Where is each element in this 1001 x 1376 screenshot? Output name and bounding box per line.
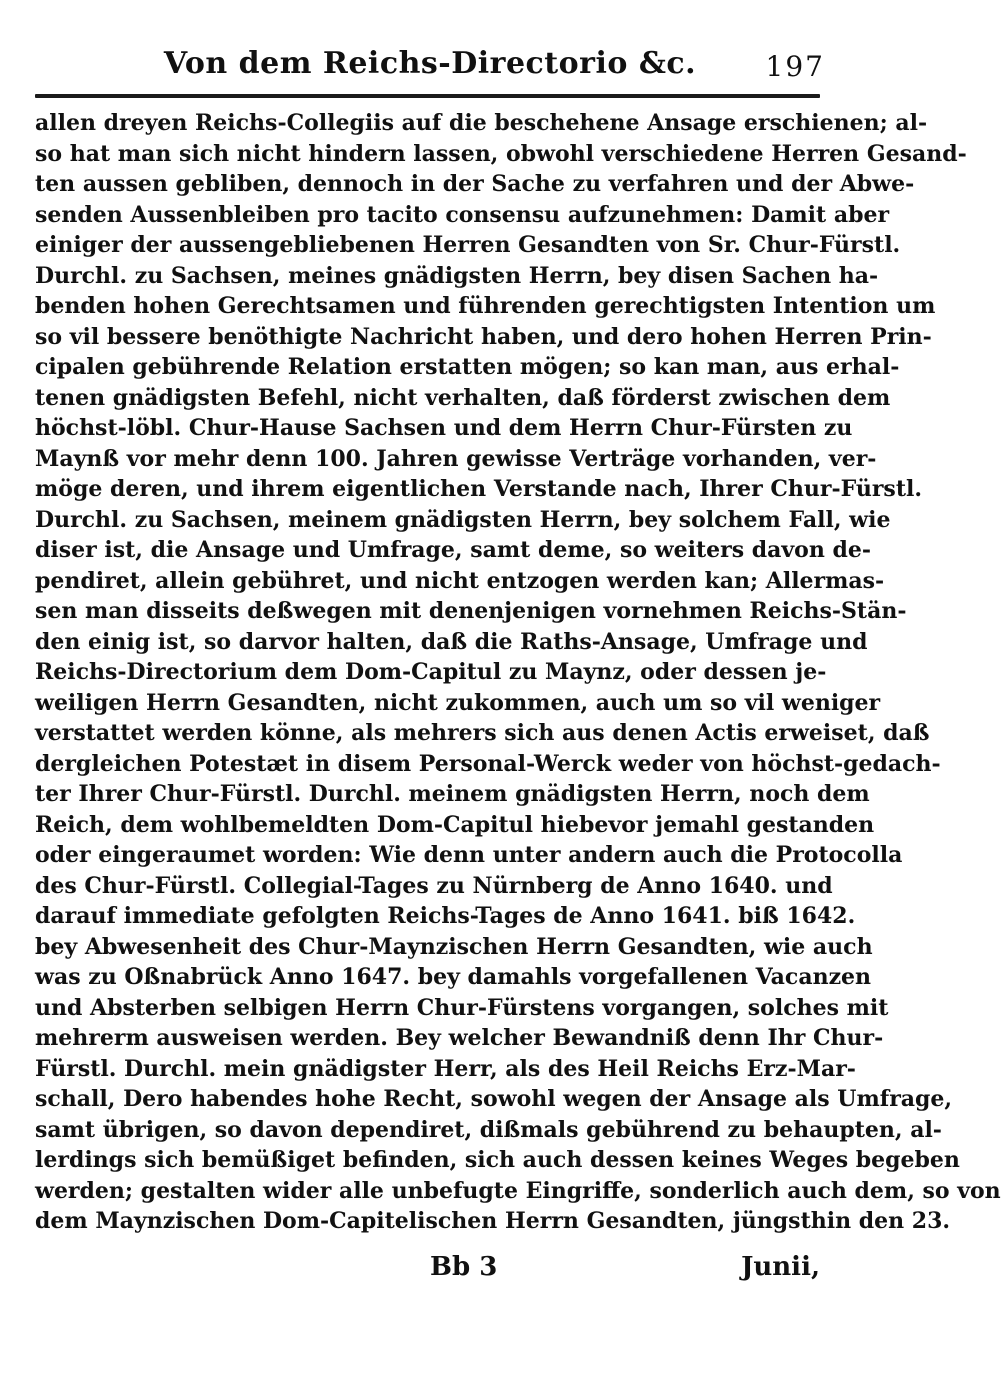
- page-number: 197: [765, 50, 825, 83]
- text-line: was zu Oßnabrück Anno 1647. bey damahls vorgefallenen Vacanzen: [35, 964, 872, 990]
- text-line: tenen gnädigsten Befehl, nicht verhalten, daß förderst zwischen dem: [35, 384, 891, 411]
- text-line: Fürstl. Durchl. mein gnädigster Herr, als des Heil Reichs Erz-Mar-: [35, 1055, 856, 1082]
- text-line: pendiret, allein gebühret, und nicht entzogen werden kan; Allermas-: [35, 567, 885, 594]
- text-line: schall, Dero habendes hohe Recht, sowohl wegen der Ansage als Umfrage,: [35, 1086, 953, 1112]
- text-line: dem Maynzischen Dom-Capitelischen Herrn Gesandten, jüngsthin den 23.: [35, 1208, 951, 1234]
- running-head-title: Von dem Reichs-Directorio &c.: [163, 46, 697, 81]
- text-line: sen man disseits deßwegen mit denenjenigen vornehmen Reichs-Stän-: [35, 598, 907, 624]
- catchword: Junii,: [741, 1252, 820, 1282]
- text-line: Durchl. zu Sachsen, meinem gnädigsten Herrn, bey solchem Fall, wie: [35, 506, 891, 533]
- text-line: mehrerm ausweisen werden. Bey welcher Bewandniß denn Ihr Chur-: [35, 1025, 884, 1051]
- text-line: möge deren, und ihrem eigentlichen Verstande nach, Ihrer Chur-Fürstl.: [35, 476, 922, 502]
- text-line: bey Abwesenheit des Chur-Maynzischen Herrn Gesandten, wie auch: [35, 933, 873, 960]
- header-rule: [35, 94, 820, 98]
- text-line: weiligen Herrn Gesandten, nicht zukommen, auch um so vil weniger: [35, 689, 881, 716]
- page-footer: [35, 1252, 820, 1292]
- text-line: Reich, dem wohlbemeldten Dom-Capitul hiebevor jemahl gestanden: [35, 811, 875, 838]
- text-line: einiger der aussengebliebenen Herren Gesandten von Sr. Chur-Fürstl.: [35, 232, 901, 258]
- text-line: ter Ihrer Chur-Fürstl. Durchl. meinem gnädigsten Herrn, noch dem: [35, 781, 870, 807]
- signature-mark: Bb 3: [430, 1252, 498, 1282]
- body-text: [35, 108, 1001, 1237]
- text-line: Reichs-Directorium dem Dom-Capitul zu Maynz, oder dessen je-: [35, 659, 827, 685]
- text-line: diser ist, die Ansage und Umfrage, samt deme, so weiters davon de-: [35, 537, 872, 563]
- text-line: dergleichen Potestæt in disem Personal-Werck weder von höchst-gedach-: [35, 750, 941, 777]
- text-line: den einig ist, so darvor halten, daß die Raths-Ansage, Umfrage und: [35, 628, 868, 655]
- text-line: darauf immediate gefolgten Reichs-Tages de Anno 1641. biß 1642.: [35, 903, 856, 929]
- running-head: [35, 46, 825, 86]
- text-line: ten aussen gebliben, dennoch in der Sache zu verfahren und der Abwe-: [35, 171, 915, 197]
- text-line: und Absterben selbigen Herrn Chur-Fürstens vorgangen, solches mit: [35, 994, 889, 1021]
- text-line: cipalen gebührende Relation erstatten mögen; so kan man, aus erhal-: [35, 354, 900, 380]
- text-line: höchst-löbl. Chur-Hause Sachsen und dem Herrn Chur-Fürsten zu: [35, 415, 853, 441]
- text-line: lerdings sich bemüßiget befinden, sich auch dessen keines Weges begeben: [35, 1147, 960, 1173]
- text-line: werden; gestalten wider alle unbefugte Eingriffe, sonderlich auch dem, so von: [35, 1177, 1001, 1204]
- text-line: so hat man sich nicht hindern lassen, obwohl verschiedene Herren Gesand-: [35, 140, 967, 167]
- text-line: verstattet werden könne, als mehrers sich aus denen Actis erweiset, daß: [35, 720, 930, 746]
- text-line: senden Aussenbleiben pro tacito consensu aufzunehmen: Damit aber: [35, 201, 890, 228]
- text-line: oder eingeraumet worden: Wie denn unter andern auch die Protocolla: [35, 842, 903, 868]
- text-line: allen dreyen Reichs-Collegiis auf die beschehene Ansage erschienen; al-: [35, 110, 928, 136]
- text-line: Maynß vor mehr denn 100. Jahren gewisse Verträge vorhanden, ver-: [35, 445, 877, 472]
- text-line: des Chur-Fürstl. Collegial-Tages zu Nürnberg de Anno 1640. und: [35, 872, 833, 899]
- text-line: so vil bessere benöthigte Nachricht haben, und dero hohen Herren Prin-: [35, 323, 932, 350]
- text-line: Durchl. zu Sachsen, meines gnädigsten Herrn, bey disen Sachen ha-: [35, 262, 879, 289]
- text-line: samt übrigen, so davon dependiret, dißmals gebührend zu behaupten, al-: [35, 1116, 942, 1143]
- text-line: benden hohen Gerechtsamen und führenden gerechtigsten Intention um: [35, 293, 936, 319]
